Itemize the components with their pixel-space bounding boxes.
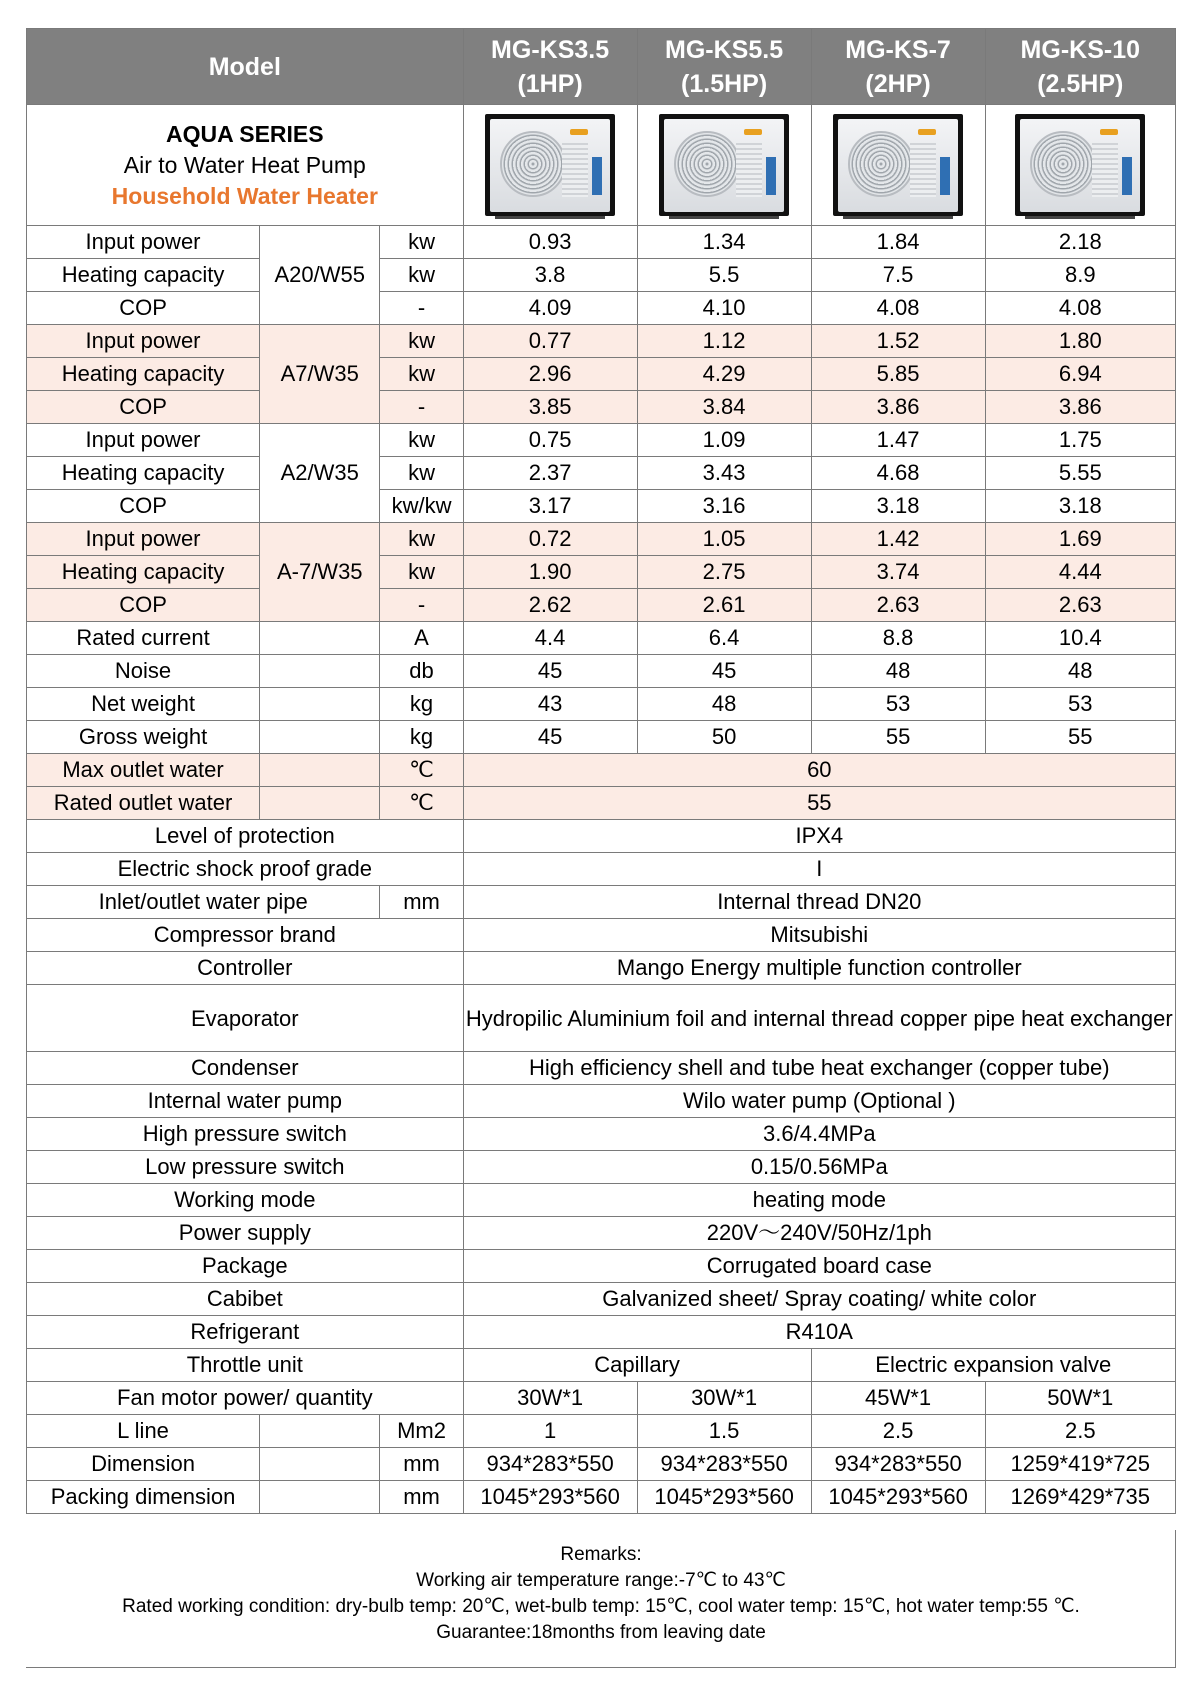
spec-value: 2.96 xyxy=(463,358,637,391)
spec-unit: A xyxy=(380,622,463,655)
spec-value: 1 xyxy=(463,1415,637,1448)
series-subtitle: Air to Water Heat Pump xyxy=(123,151,366,178)
spec-label: COP xyxy=(27,292,260,325)
spec-value: 2.62 xyxy=(463,589,637,622)
spec-row xyxy=(27,1283,1176,1316)
spec-label: L line xyxy=(27,1415,260,1448)
spec-label: Input power xyxy=(27,523,260,556)
spec-value: Hydropilic Aluminium foil and internal thread copper pipe heat exchanger xyxy=(463,985,1175,1052)
spec-value: 48 xyxy=(637,688,811,721)
spec-value: 1.80 xyxy=(985,325,1175,358)
spec-value: 48 xyxy=(985,655,1175,688)
spec-value: 3.85 xyxy=(463,391,637,424)
spec-unit: kw xyxy=(380,226,463,259)
spec-value: 3.16 xyxy=(637,490,811,523)
spec-row xyxy=(27,853,1176,886)
spec-row xyxy=(27,886,1176,919)
spec-label: Net weight xyxy=(27,688,260,721)
spec-row xyxy=(27,721,1176,754)
performance-row xyxy=(27,358,1176,391)
spec-value: 3.86 xyxy=(985,391,1175,424)
spec-label: Working mode xyxy=(27,1184,464,1217)
spec-value: 0.72 xyxy=(463,523,637,556)
spec-value: 7.5 xyxy=(811,259,985,292)
spec-unit: ℃ xyxy=(380,754,463,787)
spec-value: 4.10 xyxy=(637,292,811,325)
spec-row xyxy=(27,1118,1176,1151)
spec-row xyxy=(27,1481,1176,1514)
model-name: MG-KS-10 xyxy=(1020,35,1141,64)
spec-label: Heating capacity xyxy=(27,259,260,292)
spec-value: 53 xyxy=(811,688,985,721)
spec-value: 3.43 xyxy=(637,457,811,490)
spec-value: 2.18 xyxy=(985,226,1175,259)
spec-value: R410A xyxy=(463,1316,1175,1349)
spec-unit: kw/kw xyxy=(380,490,463,523)
spec-value: 1269*429*735 xyxy=(985,1481,1175,1514)
product-image-cell xyxy=(811,105,985,226)
spec-value: 1045*293*560 xyxy=(811,1481,985,1514)
spec-row xyxy=(27,1085,1176,1118)
spec-value: 1.34 xyxy=(637,226,811,259)
performance-row xyxy=(27,523,1176,556)
spec-value: 48 xyxy=(811,655,985,688)
spec-row xyxy=(27,1151,1176,1184)
spec-value: 45 xyxy=(463,721,637,754)
spec-value: 2.63 xyxy=(811,589,985,622)
empty-cell xyxy=(260,1448,380,1481)
spec-label: Gross weight xyxy=(27,721,260,754)
spec-label: COP xyxy=(27,589,260,622)
performance-row xyxy=(27,292,1176,325)
spec-unit: kg xyxy=(380,721,463,754)
spec-label: Heating capacity xyxy=(27,358,260,391)
model-hp: (1.5HP) xyxy=(681,69,768,98)
spec-value: 3.18 xyxy=(811,490,985,523)
series-title: AQUA SERIES xyxy=(165,120,324,147)
spec-unit: kw xyxy=(380,259,463,292)
spec-label: Rated current xyxy=(27,622,260,655)
spec-value: 0.75 xyxy=(463,424,637,457)
spec-label: Level of protection xyxy=(27,820,464,853)
spec-row xyxy=(27,787,1176,820)
spec-label: Compressor brand xyxy=(27,919,464,952)
model-hp: (2.5HP) xyxy=(1037,69,1124,98)
spec-label: Heating capacity xyxy=(27,556,260,589)
performance-row xyxy=(27,325,1176,358)
spec-value: Mango Energy multiple function controller xyxy=(463,952,1175,985)
spec-unit: kw xyxy=(380,424,463,457)
performance-row xyxy=(27,259,1176,292)
empty-cell xyxy=(260,721,380,754)
spec-value: 3.84 xyxy=(637,391,811,424)
spec-table-body xyxy=(27,29,1176,1514)
spec-value: 1.09 xyxy=(637,424,811,457)
spec-row xyxy=(27,1184,1176,1217)
spec-row xyxy=(27,1316,1176,1349)
spec-value: 3.86 xyxy=(811,391,985,424)
spec-label: Controller xyxy=(27,952,464,985)
model-header-4 xyxy=(985,29,1175,105)
spec-value: 1.84 xyxy=(811,226,985,259)
test-condition: A2/W35 xyxy=(260,424,380,523)
spec-unit: db xyxy=(380,655,463,688)
spec-label: Input power xyxy=(27,226,260,259)
product-image-cell xyxy=(985,105,1175,226)
spec-label: High pressure switch xyxy=(27,1118,464,1151)
spec-value: 1045*293*560 xyxy=(637,1481,811,1514)
model-hp: (2HP) xyxy=(865,69,931,98)
remarks-line: Rated working condition: dry-bulb temp: 20℃, wet-bulb temp: 15℃, cool water temp: 15℃, hot water temp:55 ℃. xyxy=(122,1596,1080,1617)
model-name: MG-KS-7 xyxy=(845,35,951,64)
spec-value: 3.74 xyxy=(811,556,985,589)
spec-unit: kw xyxy=(380,325,463,358)
spec-row xyxy=(27,1382,1176,1415)
spec-value: 4.29 xyxy=(637,358,811,391)
spec-value: Wilo water pump (Optional ) xyxy=(463,1085,1175,1118)
spec-value: 1.42 xyxy=(811,523,985,556)
spec-row xyxy=(27,1448,1176,1481)
spec-row xyxy=(27,1217,1176,1250)
spec-value: 4.68 xyxy=(811,457,985,490)
performance-row xyxy=(27,589,1176,622)
spec-row xyxy=(27,754,1176,787)
spec-value: 3.6/4.4MPa xyxy=(463,1118,1175,1151)
spec-value: 1.47 xyxy=(811,424,985,457)
performance-row xyxy=(27,226,1176,259)
performance-row xyxy=(27,490,1176,523)
spec-unit: Mm2 xyxy=(380,1415,463,1448)
spec-label: Fan motor power/ quantity xyxy=(27,1382,464,1415)
product-image-cell xyxy=(637,105,811,226)
spec-value: 934*283*550 xyxy=(463,1448,637,1481)
empty-cell xyxy=(260,688,380,721)
outdoor-unit-image xyxy=(833,114,963,216)
model-header-1 xyxy=(463,29,637,105)
outdoor-unit-image xyxy=(659,114,789,216)
spec-value: 0.15/0.56MPa xyxy=(463,1151,1175,1184)
spec-value: 10.4 xyxy=(985,622,1175,655)
empty-cell xyxy=(260,622,380,655)
spec-label: Package xyxy=(27,1250,464,1283)
spec-unit: kw xyxy=(380,358,463,391)
empty-cell xyxy=(260,1481,380,1514)
spec-value: 2.5 xyxy=(985,1415,1175,1448)
spec-unit: - xyxy=(380,589,463,622)
spec-value: 2.5 xyxy=(811,1415,985,1448)
remarks-heading: Remarks: xyxy=(560,1544,642,1565)
spec-value: Mitsubishi xyxy=(463,919,1175,952)
spec-value: 1.90 xyxy=(463,556,637,589)
spec-value: 45 xyxy=(463,655,637,688)
product-image-cell xyxy=(463,105,637,226)
spec-value: High efficiency shell and tube heat exchanger (copper tube) xyxy=(463,1052,1175,1085)
performance-row xyxy=(27,424,1176,457)
spec-value: 55 xyxy=(463,787,1175,820)
performance-row xyxy=(27,391,1176,424)
spec-row xyxy=(27,952,1176,985)
empty-cell xyxy=(260,1415,380,1448)
spec-value: 4.09 xyxy=(463,292,637,325)
spec-label: Low pressure switch xyxy=(27,1151,464,1184)
spec-value: 2.37 xyxy=(463,457,637,490)
empty-cell xyxy=(260,754,380,787)
spec-value: 1045*293*560 xyxy=(463,1481,637,1514)
spec-value: 1.5 xyxy=(637,1415,811,1448)
spec-label: Internal water pump xyxy=(27,1085,464,1118)
spec-label: Electric shock proof grade xyxy=(27,853,464,886)
spec-label: Condenser xyxy=(27,1052,464,1085)
spec-unit: mm xyxy=(380,886,463,919)
spec-value: IPX4 xyxy=(463,820,1175,853)
spec-row xyxy=(27,1349,1176,1382)
spec-label: Dimension xyxy=(27,1448,260,1481)
spec-value: 45 xyxy=(637,655,811,688)
spec-label: Max outlet water xyxy=(27,754,260,787)
spec-value: 55 xyxy=(811,721,985,754)
spec-table xyxy=(26,28,1176,1514)
empty-cell xyxy=(260,655,380,688)
spec-value: 4.44 xyxy=(985,556,1175,589)
spec-value: 50W*1 xyxy=(985,1382,1175,1415)
spec-unit: - xyxy=(380,292,463,325)
spec-value: 6.4 xyxy=(637,622,811,655)
spec-value: 5.5 xyxy=(637,259,811,292)
spec-value: 5.55 xyxy=(985,457,1175,490)
spec-label: Inlet/outlet water pipe xyxy=(27,886,380,919)
spec-value: 2.75 xyxy=(637,556,811,589)
test-condition: A-7/W35 xyxy=(260,523,380,622)
spec-row xyxy=(27,688,1176,721)
spec-label: Evaporator xyxy=(27,985,464,1052)
model-name: MG-KS5.5 xyxy=(665,35,784,64)
spec-value: 43 xyxy=(463,688,637,721)
spec-value: 50 xyxy=(637,721,811,754)
spec-value: Corrugated board case xyxy=(463,1250,1175,1283)
spec-value: 6.94 xyxy=(985,358,1175,391)
spec-label: Refrigerant xyxy=(27,1316,464,1349)
remarks xyxy=(26,1530,1176,1668)
spec-value: 1.75 xyxy=(985,424,1175,457)
spec-value: 1259*419*725 xyxy=(985,1448,1175,1481)
spec-value: 2.61 xyxy=(637,589,811,622)
spec-unit: ℃ xyxy=(380,787,463,820)
performance-row xyxy=(27,556,1176,589)
outdoor-unit-image xyxy=(1015,114,1145,216)
spec-value: 934*283*550 xyxy=(637,1448,811,1481)
spec-value: 53 xyxy=(985,688,1175,721)
model-name: MG-KS3.5 xyxy=(491,35,610,64)
performance-row xyxy=(27,457,1176,490)
spec-row xyxy=(27,919,1176,952)
spec-value: 55 xyxy=(985,721,1175,754)
spec-label: COP xyxy=(27,490,260,523)
remarks-line: Working air temperature range:-7℃ to 43℃ xyxy=(416,1570,786,1591)
spec-value: 1.52 xyxy=(811,325,985,358)
spec-label: Packing dimension xyxy=(27,1481,260,1514)
spec-value: 1.05 xyxy=(637,523,811,556)
spec-unit: mm xyxy=(380,1481,463,1514)
spec-value: 220V～240V/50Hz/1ph xyxy=(463,1217,1175,1250)
spec-value: 934*283*550 xyxy=(811,1448,985,1481)
spec-value: I xyxy=(463,853,1175,886)
series-cell xyxy=(27,105,464,226)
spec-value: 4.4 xyxy=(463,622,637,655)
spec-value: 30W*1 xyxy=(637,1382,811,1415)
model-header-2 xyxy=(637,29,811,105)
spec-unit: kw xyxy=(380,457,463,490)
spec-value: 4.08 xyxy=(811,292,985,325)
spec-value: 0.77 xyxy=(463,325,637,358)
spec-value: 1.69 xyxy=(985,523,1175,556)
product-image-row xyxy=(27,105,1176,226)
spec-value: Internal thread DN20 xyxy=(463,886,1175,919)
spec-value: 3.18 xyxy=(985,490,1175,523)
spec-value: 8.8 xyxy=(811,622,985,655)
spec-value: Electric expansion valve xyxy=(811,1349,1175,1382)
spec-value: 60 xyxy=(463,754,1175,787)
spec-unit: kg xyxy=(380,688,463,721)
model-hp: (1HP) xyxy=(517,69,583,98)
spec-unit: - xyxy=(380,391,463,424)
spec-value: 3.17 xyxy=(463,490,637,523)
spec-value: 5.85 xyxy=(811,358,985,391)
spec-row xyxy=(27,622,1176,655)
spec-label: COP xyxy=(27,391,260,424)
spec-label: Noise xyxy=(27,655,260,688)
model-header-3 xyxy=(811,29,985,105)
spec-value: heating mode xyxy=(463,1184,1175,1217)
test-condition: A7/W35 xyxy=(260,325,380,424)
spec-label: Rated outlet water xyxy=(27,787,260,820)
spec-label: Input power xyxy=(27,325,260,358)
spec-value: 30W*1 xyxy=(463,1382,637,1415)
spec-value: 4.08 xyxy=(985,292,1175,325)
remarks-line: Guarantee:18months from leaving date xyxy=(436,1622,766,1643)
spec-row xyxy=(27,1250,1176,1283)
spec-label: Input power xyxy=(27,424,260,457)
spec-label: Power supply xyxy=(27,1217,464,1250)
spec-value: 1.12 xyxy=(637,325,811,358)
spec-label: Cabibet xyxy=(27,1283,464,1316)
series-category: Household Water Heater xyxy=(111,182,378,209)
side-rule xyxy=(1175,1530,1176,1668)
header-row xyxy=(27,29,1176,105)
spec-value: 3.8 xyxy=(463,259,637,292)
spec-value: 2.63 xyxy=(985,589,1175,622)
spec-value: Galvanized sheet/ Spray coating/ white color xyxy=(463,1283,1175,1316)
spec-value: Capillary xyxy=(463,1349,811,1382)
spec-row xyxy=(27,655,1176,688)
spec-unit: kw xyxy=(380,523,463,556)
spec-value: 0.93 xyxy=(463,226,637,259)
spec-value: 45W*1 xyxy=(811,1382,985,1415)
empty-cell xyxy=(260,787,380,820)
spec-label: Heating capacity xyxy=(27,457,260,490)
spec-row xyxy=(27,1415,1176,1448)
spec-row xyxy=(27,985,1176,1052)
spec-row xyxy=(27,1052,1176,1085)
outdoor-unit-image xyxy=(485,114,615,216)
spec-sheet xyxy=(26,28,1176,1514)
model-header: Model xyxy=(27,29,464,105)
spec-unit: mm xyxy=(380,1448,463,1481)
spec-value: 8.9 xyxy=(985,259,1175,292)
spec-label: Throttle unit xyxy=(27,1349,464,1382)
spec-row xyxy=(27,820,1176,853)
test-condition: A20/W55 xyxy=(260,226,380,325)
spec-unit: kw xyxy=(380,556,463,589)
